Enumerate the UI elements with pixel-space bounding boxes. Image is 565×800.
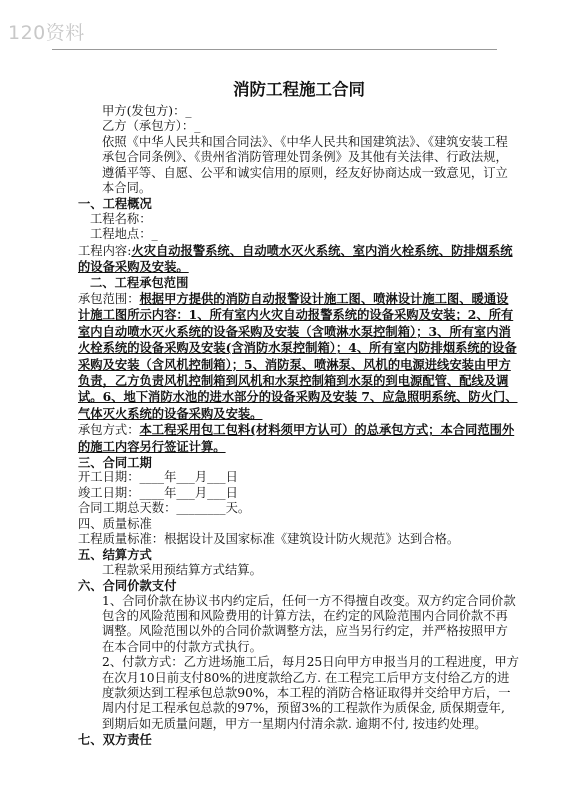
scope-label: 承包范围： bbox=[78, 291, 140, 306]
document-title: 消防工程施工合同 bbox=[233, 80, 365, 99]
content-value: 火灾自动报警系统、自动喷水灭火系统、室内消火栓系统、防排烟系统的设备采购及安装。 bbox=[78, 242, 513, 275]
settlement-line: 工程款采用预结算方式结算。 bbox=[102, 562, 262, 577]
project-site-line: 工程地点：_ bbox=[90, 227, 158, 242]
preamble-paragraph: 依照《中华人民共和国合同法》、《中华人民共和国建筑法》、《建筑安装工程承包合同条例》、《贵州省消防管理处罚条例》及其他有关法律、行政法规，遵循平等、自愿、公平和诚实信用的原则，经友好协商达成一致意见，订立本合同。 bbox=[102, 134, 508, 196]
total-days-line: 合同工期总天数：________天。 bbox=[78, 501, 251, 516]
scope-value: 根据甲方提供的消防自动报警设计施工图、喷淋设计施工图、暖通设计施工图所示内容：1、所有室内火灾自动报警系统的设备采购及安装；2、所有室内自动喷水灭火系统的设备采购及安装（含喷淋水泵控制箱）；3、所有室内消火栓系统的设备采购及安装(含消防水泵控制箱）；4、所有室内防排烟系统的设备采购及安装（含风机控制箱）；5、消防泵、喷淋泵、风机的电源进线安装由甲方负责，乙方负责风机控制箱到风机和水泵控制箱到水泵的到电源配管、配线及调试。6、地下消防水池的进水部分的设备采购及安装 7、应急照明系统、防火门、气体灭火系统的设备采购及安装。 bbox=[78, 290, 518, 421]
project-content-paragraph bbox=[78, 243, 520, 276]
quality-standard-line: 工程质量标准：根据设计及国家标准《建筑设计防火规范》达到合格。 bbox=[78, 531, 460, 546]
content-label: 工程内容: bbox=[78, 243, 132, 258]
mode-label: 承包方式： bbox=[78, 423, 140, 438]
end-date-line: 竣工日期：____年___月___日 bbox=[78, 485, 238, 500]
watermark-logo: 120资料 bbox=[8, 22, 85, 44]
payment-clause-1: 1、合同价款在协议书内约定后，任何一方不得擅自改变。双方约定合同价款包含的风险范围和风险费用的计算方法，在约定的风险范围内合同价款不再调整。风险范围以外的合同价款调整方法，应当另行约定，并严格按照甲方在本合同中的付款方式执行。 bbox=[102, 593, 516, 654]
party-b-line: 乙方（承包方）：_ bbox=[102, 119, 201, 134]
start-date-line: 开工日期：____年___月___日 bbox=[78, 470, 238, 485]
section-6-heading: 六、合同价款支付 bbox=[78, 578, 177, 594]
contract-mode-paragraph bbox=[78, 422, 520, 455]
section-4-heading: 四、质量标准 bbox=[78, 516, 152, 531]
section-7-heading: 七、双方责任 bbox=[78, 732, 152, 748]
contract-document bbox=[78, 80, 520, 748]
payment-clause-2: 2、付款方式：乙方进场施工后，每月25日向甲方申报当月的工程进度，甲方在次月10日前支付80%的进度款给乙方. 在工程完工后甲方支付给乙方的进度款须达到工程承包总款90%，本工程的消防合格证取得并交给甲方后，一周内付足工程承包总款的97%，预留3%的工程款作为质保金, 质保期壹年, 到期后如无质量问题，甲方一星期内付清余款. 逾期不付, 按违约处理。 bbox=[102, 655, 519, 731]
header-divider bbox=[52, 49, 497, 50]
section-5-heading: 五、结算方式 bbox=[78, 547, 152, 563]
section-2-heading: 二、工程承包范围 bbox=[90, 275, 189, 291]
party-a-line: 甲方(发包方)：_ bbox=[102, 104, 192, 118]
section-3-heading: 三、合同工期 bbox=[78, 454, 152, 470]
section-1-heading: 一、工程概况 bbox=[78, 196, 152, 212]
project-name-line: 工程名称： bbox=[90, 211, 152, 226]
scope-paragraph bbox=[78, 291, 520, 422]
mode-value: 本工程采用包工包料(材料须甲方认可）的总承包方式；本合同范围外的施工内容另行签证计算。 bbox=[78, 422, 515, 454]
